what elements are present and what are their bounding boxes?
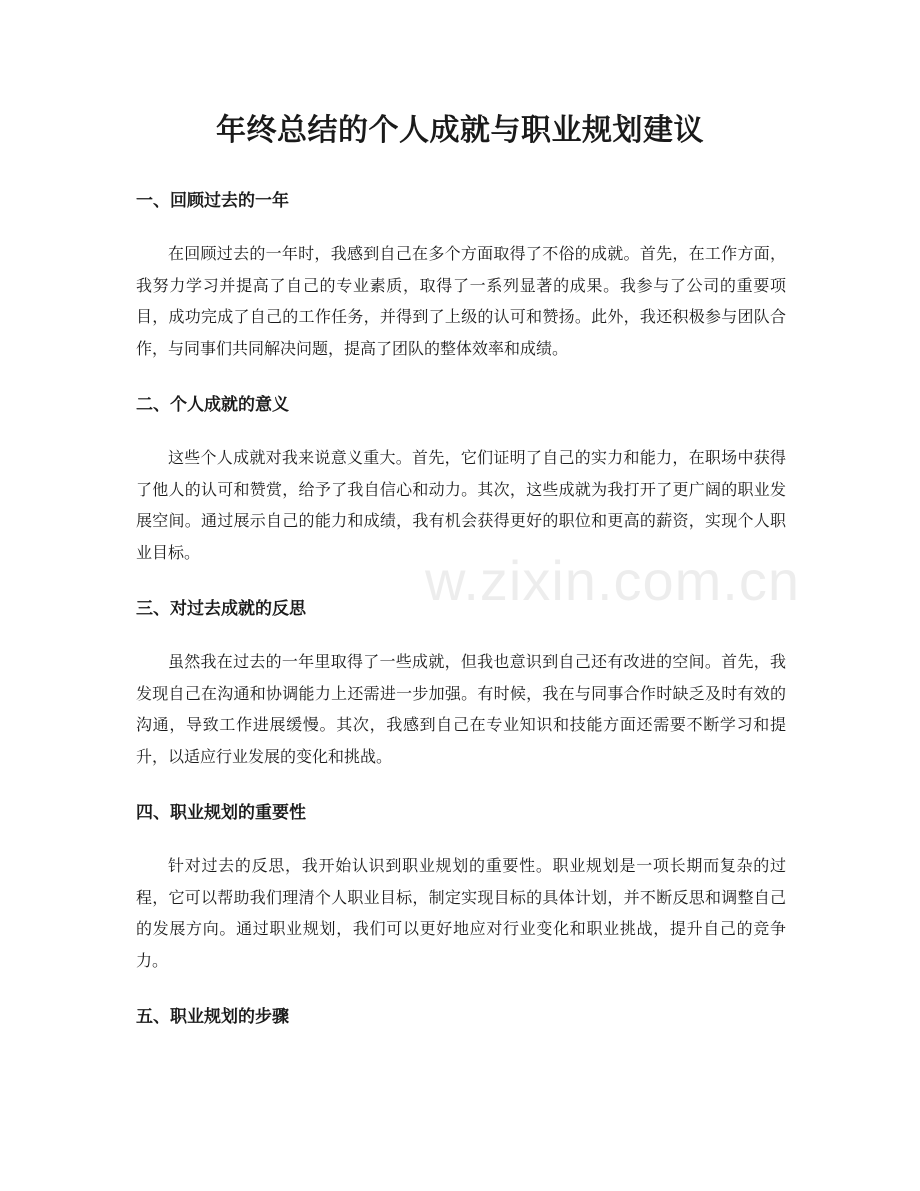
section-achievement-meaning — [136, 390, 786, 568]
section-career-planning-importance — [136, 798, 786, 976]
section-paragraph: 在回顾过去的一年时，我感到自己在多个方面取得了不俗的成就。首先，在工作方面，我努力学习并提高了自己的专业素质，取得了一系列显著的成果。我参与了公司的重要项目，成功完成了自己的工作任务，并得到了上级的认可和赞扬。此外，我还积极参与团队合作，与同事们共同解决问题，提高了团队的整体效率和成绩。 — [136, 244, 786, 358]
document-body — [136, 186, 786, 1032]
section-heading: 四、职业规划的重要性 — [136, 803, 306, 823]
section-paragraph: 针对过去的反思，我开始认识到职业规划的重要性。职业规划是一项长期而复杂的过程，它可以帮助我们理清个人职业目标，制定实现目标的具体计划，并不断反思和调整自己的发展方向。通过职业规划，我们可以更好地应对行业变化和职业挑战，提升自己的竞争力。 — [136, 856, 786, 970]
section-heading: 一、回顾过去的一年 — [136, 191, 289, 211]
section-career-planning-steps — [136, 1002, 786, 1032]
section-heading: 三、对过去成就的反思 — [136, 599, 306, 619]
section-review-past-year — [136, 186, 786, 364]
section-reflection — [136, 594, 786, 772]
section-paragraph: 这些个人成就对我来说意义重大。首先，它们证明了自己的实力和能力，在职场中获得了他人的认可和赞赏，给予了我自信心和动力。其次，这些成就为我打开了更广阔的职业发展空间。通过展示自己的能力和成绩，我有机会获得更好的职位和更高的薪资，实现个人职业目标。 — [136, 448, 786, 562]
section-paragraph: 虽然我在过去的一年里取得了一些成就，但我也意识到自己还有改进的空间。首先，我发现自己在沟通和协调能力上还需进一步加强。有时候，我在与同事合作时缺乏及时有效的沟通，导致工作进展缓慢。其次，我感到自己在专业知识和技能方面还需要不断学习和提升，以适应行业发展的变化和挑战。 — [136, 652, 786, 766]
document-title: 年终总结的个人成就与职业规划建议 — [216, 113, 704, 148]
watermark: w.zixin.com.cn — [425, 549, 800, 612]
section-heading: 二、个人成就的意义 — [136, 395, 289, 415]
section-heading: 五、职业规划的步骤 — [136, 1007, 289, 1027]
